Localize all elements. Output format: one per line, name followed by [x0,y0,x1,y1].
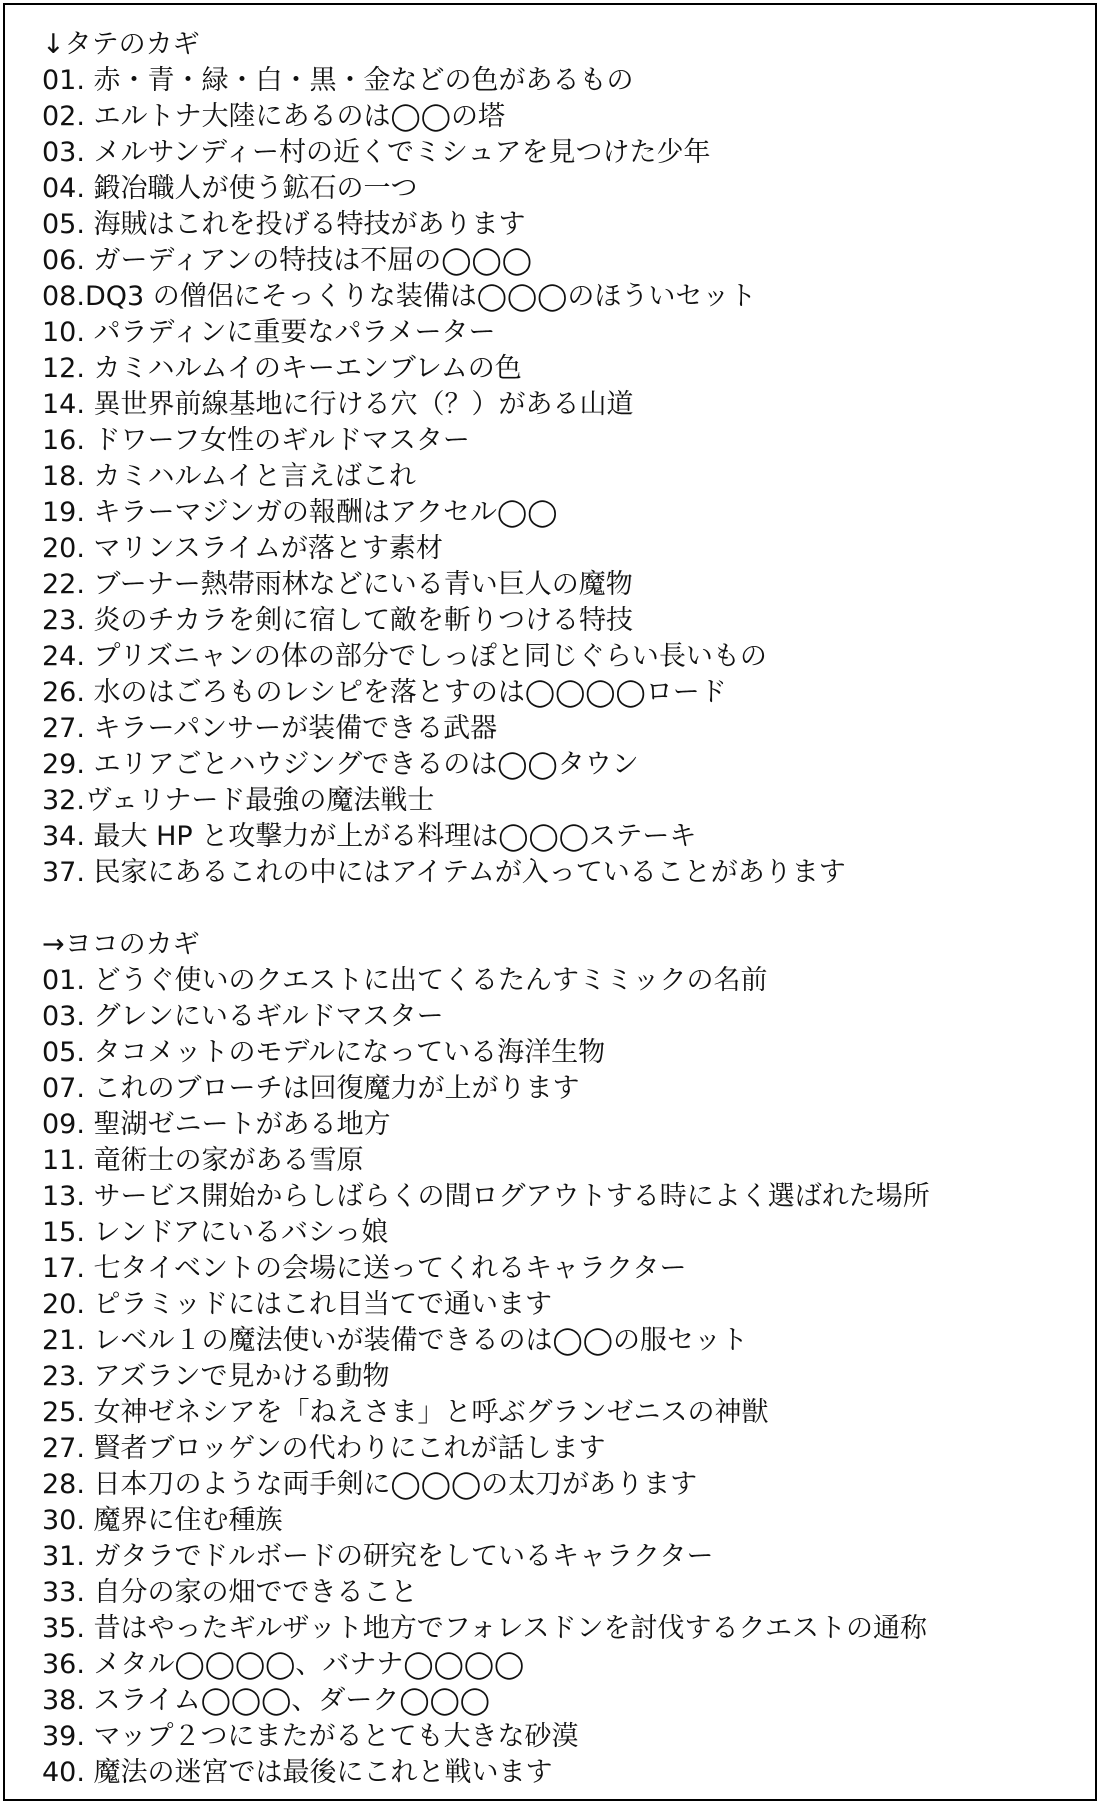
down-clue: 20. マリンスライムが落とす素材 [42,533,443,564]
across-clue: 38. スライム◯◯◯、ダーク◯◯◯ [42,1685,491,1716]
down-clue: 03. メルサンディー村の近くでミシュアを見つけた少年 [42,137,711,168]
down-clue: 16. ドワーフ女性のギルドマスター [42,425,470,456]
down-clue: 02. エルトナ大陸にあるのは◯◯の塔 [42,101,505,132]
across-clue: 40. 魔法の迷宮では最後にこれと戦います [42,1757,553,1788]
down-clue: 26. 水のはごろものレシピを落とすのは◯◯◯◯ロード [42,677,727,708]
across-clue: 27. 賢者ブロッゲンの代わりにこれが話します [42,1433,606,1464]
across-clue: 35. 昔はやったギルザット地方でフォレスドンを討伐するクエストの通称 [42,1613,928,1644]
across-clue: 17. 七タイベントの会場に送ってくれるキャラクター [42,1253,687,1284]
across-clue: 30. 魔界に住む種族 [42,1505,283,1536]
down-clue: 01. 赤・青・緑・白・黒・金などの色があるもの [42,65,634,96]
down-clue: 37. 民家にあるこれの中にはアイテムが入っていることがあります [42,857,846,888]
across-clues-section [42,927,1087,1791]
across-clue: 39. マップ２つにまたがるとても大きな砂漠 [42,1721,579,1752]
across-clue: 11. 竜術士の家がある雪原 [42,1145,364,1176]
across-clue: 36. メタル◯◯◯◯、バナナ◯◯◯◯ [42,1649,525,1680]
clue-list [42,27,1087,1791]
across-clue: 31. ガタラでドルボードの研究をしているキャラクター [42,1541,714,1572]
down-clue: 19. キラーマジンガの報酬はアクセル◯◯ [42,497,558,528]
down-clue: 32.ヴェリナード最強の魔法戦士 [42,785,435,816]
down-clues-heading: ↓タテのカギ [42,29,200,60]
across-clue: 21. レベル１の魔法使いが装備できるのは◯◯の服セット [42,1325,748,1356]
down-clues-section [42,27,1087,891]
down-clue: 23. 炎のチカラを剣に宿して敵を斬りつける特技 [42,605,633,636]
down-clue: 27. キラーパンサーが装備できる武器 [42,713,498,744]
across-clue: 13. サービス開始からしばらくの間ログアウトする時によく選ばれた場所 [42,1181,930,1212]
across-clue: 28. 日本刀のような両手剣に◯◯◯の太刀があります [42,1469,698,1500]
across-clue: 09. 聖湖ゼニートがある地方 [42,1109,391,1140]
down-clue: 08.DQ3 の僧侶にそっくりな装備は◯◯◯のほういセット [42,281,757,312]
across-clue: 25. 女神ゼネシアを「ねえさま」と呼ぶグランゼニスの神獣 [42,1397,769,1428]
down-clue: 14. 異世界前線基地に行ける穴（？）がある山道 [42,389,634,420]
down-clue: 24. プリズニャンの体の部分でしっぽと同じぐらい長いもの [42,641,767,672]
across-clue: 03. グレンにいるギルドマスター [42,1001,444,1032]
section-spacer [42,891,1087,927]
clue-sheet-frame [3,3,1097,1801]
across-clue: 33. 自分の家の畑でできること [42,1577,418,1608]
down-clue: 05. 海賊はこれを投げる特技があります [42,209,526,240]
across-clues-heading: →ヨコのカギ [42,929,200,960]
down-clue: 34. 最大 HP と攻撃力が上がる料理は◯◯◯ステーキ [42,821,697,852]
down-clue: 29. エリアごとハウジングできるのは◯◯タウン [42,749,639,780]
down-clue: 10. パラディンに重要なパラメーター [42,317,496,348]
across-clue: 20. ピラミッドにはこれ目当てで通います [42,1289,552,1320]
across-clue: 07. これのブローチは回復魔力が上がります [42,1073,580,1104]
down-clue: 18. カミハルムイと言えばこれ [42,461,416,492]
across-clue: 01. どうぐ使いのクエストに出てくるたんすミミックの名前 [42,965,768,996]
across-clue: 05. タコメットのモデルになっている海洋生物 [42,1037,606,1068]
down-clue: 12. カミハルムイのキーエンブレムの色 [42,353,522,384]
across-clue: 15. レンドアにいるバシっ娘 [42,1217,389,1248]
down-clue: 22. ブーナー熱帯雨林などにいる青い巨人の魔物 [42,569,633,600]
across-clue: 23. アズランで見かける動物 [42,1361,390,1392]
down-clue: 04. 鍛冶職人が使う鉱石の一つ [42,173,418,204]
down-clue: 06. ガーディアンの特技は不屈の◯◯◯ [42,245,532,276]
